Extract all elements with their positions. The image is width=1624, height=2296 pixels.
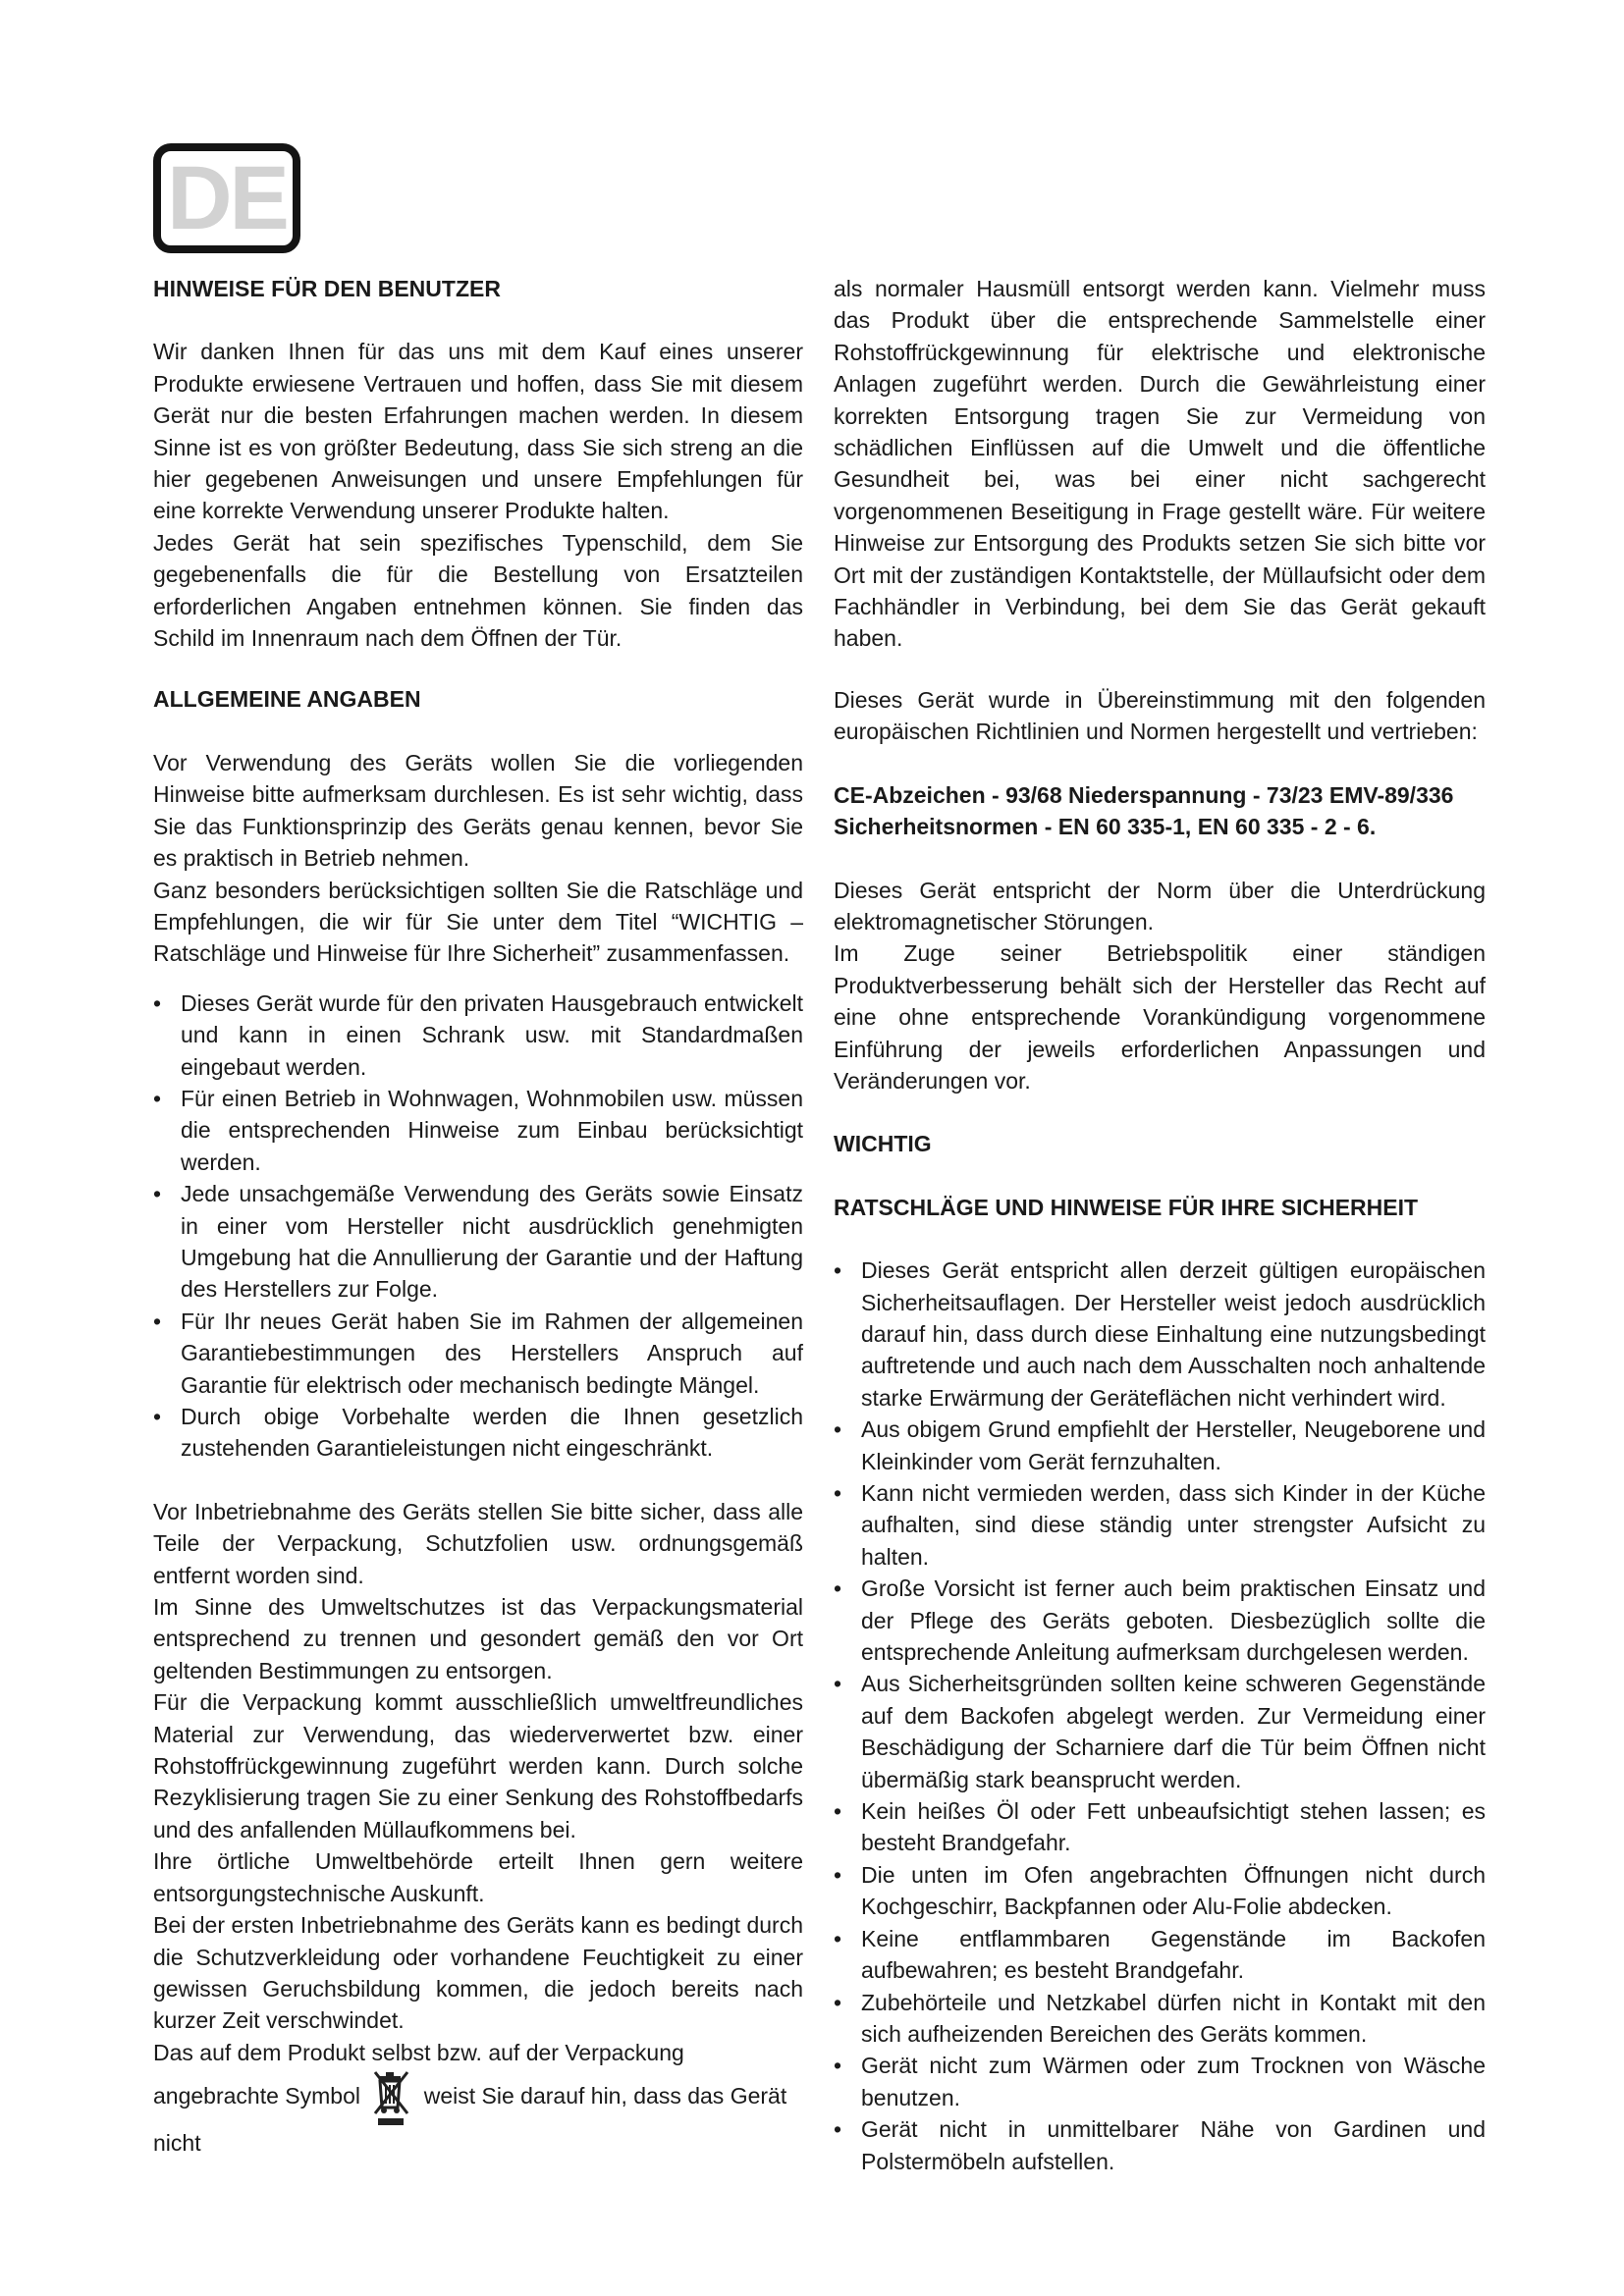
bullet-icon: • [834,2053,842,2079]
bullet-icon: • [834,1480,842,1506]
bullet-icon: • [153,1181,162,1207]
bullet-icon: • [834,1416,842,1443]
paragraph-packaging-3: Für die Verpackung kommt ausschließlich umweltfreundliches Material zur Verwendung, das wiederverwertet bzw. einer Rohstoffrückgewinnung zugeführt werden kann. Durch solche Rezyklisierung tragen Sie zu einer Senkung des Rohstoffbedarfs und des anfallenden Müllaufkommens bei. [153,1689,803,1842]
heading-user-notes: HINWEISE FÜR DEN BENUTZER [153,276,501,301]
norms-line-1: CE-Abzeichen - 93/68 Niederspannung - 73/23 EMV-89/336 [834,781,1454,808]
paragraph-disposal: als normaler Hausmüll entsorgt werden kann. Vielmehr muss das Produkt über die entsprechende Sammelstelle einer Rohstoffrückgewinnung für elektrische und elektronische Anlagen zugeführt werden. Durch die Gewährleistung einer korrekten Entsorgung tragen Sie zur Vermeidung von schädlichen Einflüssen auf die Umwelt und die öffentliche Gesundheit bei, was bei einer nicht sachgerecht vorgenommenen Beseitigung in Frage gestellt wäre. Für weitere Hinweise zur Entsorgung des Produkts setzen Sie sich bitte vor Ort mit der zuständigen Kontaktstelle, der Müllaufsicht oder dem Fachhändler in Verbindung, bei dem Sie das Gerät gekauft haben. [834,276,1486,652]
list-item: • Dieses Gerät wurde für den privaten Hausgebrauch entwickelt und kann in einen Schrank usw. mit Standardmaßen eingebaut werden. [153,988,803,1083]
bullet-icon: • [153,1308,162,1334]
list-item: • Aus Sicherheitsgründen sollten keine schweren Gegenstände auf dem Backofen abgelegt werden. Zur Vermeidung einer Beschädigung der Scharniere darf die Tür beim Öffnen nicht übermäßig stark beansprucht werden. [834,1668,1486,1795]
list-item: • Kann nicht vermieden werden, dass sich Kinder in der Küche aufhalten, sind diese ständig unter strengster Aufsicht zu halten. [834,1477,1486,1573]
bullet-icon: • [834,2116,842,2143]
paragraph-policy: Im Zuge seiner Betriebspolitik einer ständigen Produktverbesserung behält sich der Hersteller das Recht auf eine ohne entsprechende Vorankündigung vorgenommene Einführung der jeweils erforderlichen Anpassungen und Veränderungen vor. [834,940,1486,1094]
bullet-icon: • [834,1257,842,1284]
general-bullet-list [153,988,803,1465]
bullet-icon: • [153,1085,162,1111]
list-item: • Zubehörteile und Netzkabel dürfen nicht in Kontakt mit den sich aufheizenden Bereichen des Geräts kommen. [834,1987,1486,2051]
heading-general-info: ALLGEMEINE ANGABEN [153,686,421,713]
paragraph-intro-1: Wir danken Ihnen für das uns mit dem Kauf eines unserer Produkte erwiesene Vertrauen und hoffen, dass Sie mit diesem Gerät nur die besten Erfahrungen machen werden. In diesem Sinne ist es von größter Bedeutung, dass Sie sich streng an die hier gegebenen Anweisungen und unsere Empfehlungen für eine korrekte Verwendung unserer Produkte halten. [153,339,803,524]
safety-bullet-list [834,1255,1486,2177]
paragraph-packaging-4: Ihre örtliche Umweltbehörde erteilt Ihnen gern weitere entsorgungstechnische Auskunft. [153,1848,803,1906]
norms-line-2: Sicherheitsnormen - EN 60 335-1, EN 60 335 - 2 - 6. [834,814,1377,840]
paragraph-packaging-5: Bei der ersten Inbetriebnahme des Geräts kann es bedingt durch die Schutzverkleidung oder vorhandene Feuchtigkeit zu einer gewissen Geruchsbildung kommen, die jedoch bereits nach kurzer Zeit verschwindet. [153,1912,803,2034]
language-code: DE [167,148,287,248]
bullet-icon: • [153,989,162,1016]
list-item: • Die unten im Ofen angebrachten Öffnungen nicht durch Kochgeschirr, Backpfannen oder Alu-Folie abdecken. [834,1859,1486,1923]
paragraph-symbol: Das auf dem Produkt selbst bzw. auf der Verpackung angebrachte Symbol weist Sie darauf hin, dass das Gerät nicht [153,2039,787,2157]
list-item: • Große Vorsicht ist ferner auch beim praktischen Einsatz und der Pflege des Geräts geboten. Diesbezüglich sollte die entsprechende Anleitung aufmerksam durchgelesen werden. [834,1573,1486,1668]
list-item: • Durch obige Vorbehalte werden die Ihnen gesetzlich zustehenden Garantieleistungen nicht eingeschränkt. [153,1401,803,1465]
paragraph-packaging-2: Im Sinne des Umweltschutzes ist das Verpackungsmaterial entsprechend zu trennen und gesondert gemäß den vor Ort geltenden Bestimmungen zu entsorgen. [153,1594,803,1683]
paragraph-general-1: Vor Verwendung des Geräts wollen Sie die vorliegenden Hinweise bitte aufmerksam durchlesen. Es ist sehr wichtig, dass Sie das Funktionsprinzip des Geräts genau kennen, bevor Sie es praktisch in Betrieb nehmen. [153,749,803,872]
list-item: • Für einen Betrieb in Wohnwagen, Wohnmobilen usw. müssen die entsprechenden Hinweise zum Einbau berücksichtigt werden. [153,1083,803,1178]
bullet-icon: • [834,1671,842,1697]
bullet-icon: • [834,1575,842,1602]
bullet-icon: • [834,1798,842,1825]
bullet-icon: • [153,1404,162,1429]
paragraph-general-2: Ganz besonders berücksichtigen sollten Sie die Ratschläge und Empfehlungen, die wir für Sie unter dem Titel “WICHTIG – Ratschläge und Hinweise für Ihre Sicherheit” zusammenfassen. [153,877,803,967]
list-item: • Kein heißes Öl oder Fett unbeaufsichtigt stehen lassen; es besteht Brandgefahr. [834,1795,1486,1859]
list-item: • Jede unsachgemäße Verwendung des Geräts sowie Einsatz in einer vom Hersteller nicht ausdrücklich genehmigten Umgebung hat die Annullierung der Garantie und der Haftung des Herstellers zur Folge. [153,1178,803,1306]
paragraph-emc: Dieses Gerät entspricht der Norm über die Unterdrückung elektromagnetischer Störungen. [834,877,1486,934]
list-item: • Für Ihr neues Gerät haben Sie im Rahmen der allgemeinen Garantiebestimmungen des Herstellers Anspruch auf Garantie für elektrisch oder mechanisch bedingte Mängel. [153,1306,803,1401]
heading-safety: RATSCHLÄGE UND HINWEISE FÜR IHRE SICHERHEIT [834,1194,1419,1220]
left-column [153,273,803,2160]
paragraph-intro-2: Jedes Gerät hat sein spezifisches Typenschild, dem Sie gegebenenfalls die für die Bestellung von Ersatzteilen erforderlichen Angaben entnehmen können. Sie finden das Schild im Innenraum nach dem Öffnen der Tür. [153,529,803,652]
list-item: • Keine entflammbaren Gegenstände im Backofen aufbewahren; es besteht Brandgefahr. [834,1923,1486,1987]
right-column [834,273,1486,2177]
list-item: • Gerät nicht zum Wärmen oder zum Trocknen von Wäsche benutzen. [834,2050,1486,2113]
paragraph-packaging-1: Vor Inbetriebnahme des Geräts stellen Sie bitte sicher, dass alle Teile der Verpackung, Schutzfolien usw. ordnungsgemäß entfernt worden sind. [153,1498,803,1588]
crossed-out-wheelie-bin-icon [372,2068,411,2127]
list-item: • Aus obigem Grund empfiehlt der Hersteller, Neugeborene und Kleinkinder vom Gerät fernzuhalten. [834,1414,1486,1477]
bullet-icon: • [834,1861,842,1888]
language-badge [153,143,300,253]
bullet-icon: • [834,1989,842,2015]
list-item: • Dieses Gerät entspricht allen derzeit gültigen europäischen Sicherheitsauflagen. Der Hersteller weist jedoch ausdrücklich darauf hin, dass durch diese Einhaltung eine nutzungsbedingt auftretende und auch nach dem Ausschalten noch anhaltende starke Erwärmung der Geräteflächen nicht verhindert wird. [834,1255,1486,1414]
list-item: • Gerät nicht in unmittelbarer Nähe von Gardinen und Polstermöbeln aufstellen. [834,2113,1486,2177]
paragraph-conformity: Dieses Gerät wurde in Übereinstimmung mit den folgenden europäischen Richtlinien und Normen hergestellt und vertrieben: [834,686,1486,745]
heading-important: WICHTIG [834,1131,932,1157]
bullet-icon: • [834,1925,842,1951]
